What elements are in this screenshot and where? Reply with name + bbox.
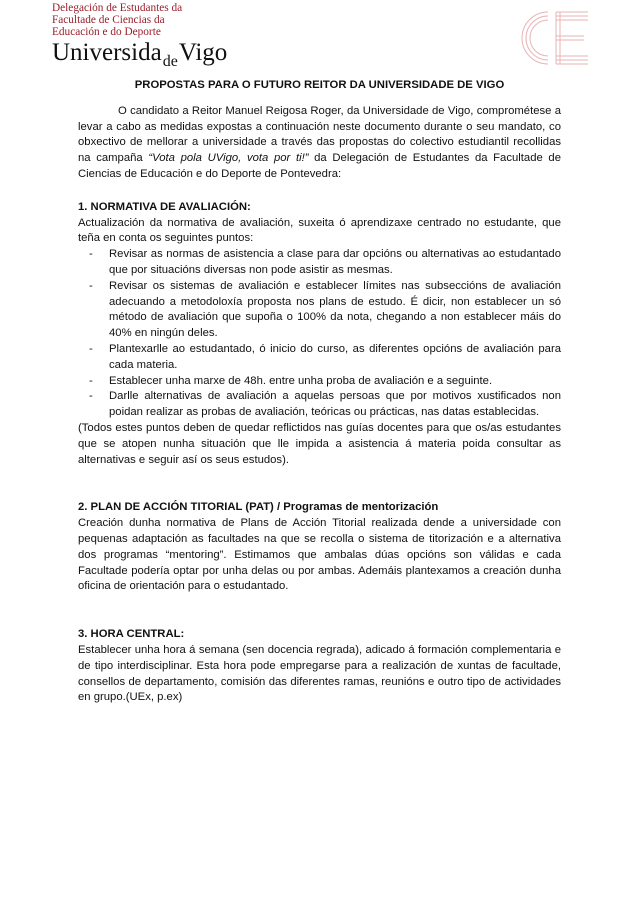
delegation-name <box>52 2 182 39</box>
intro-text-1: O candidato a Reitor Manuel Reigosa Roger, da Universidade de Vigo, comprométese a levar a cabo as medidas expostas a continuación neste documento durante o seu mandato, co obxectivo de mellorar a universidade a través das propostas do colectivo estudiantil recollidas na campaña <box>78 104 561 165</box>
list-item: - Revisar os sistemas de avaliación e establecer límites nas subseccións de avaliación adecuando a metodoloxía proposta nos plans de estudo. É dicir, non establecer un só método de avaliación que supoña o 100% da nota, chegando a non establecer máis do 40% en ningún deles. <box>78 279 561 342</box>
faculty-emblem-icon <box>512 2 592 74</box>
intro-paragraph <box>78 104 561 183</box>
section-1-heading: 1. NORMATIVA DE AVALIACIÓN: <box>78 200 251 213</box>
list-item: - Plantexarlle ao estudantado, ó inicio do curso, as diferentes opcións de avaliación para cada materia. <box>78 342 561 374</box>
campaign-slogan: “Vota pola UVigo, vota por ti!” <box>148 152 309 165</box>
section-tutorial-plan <box>78 500 561 595</box>
logo-text-de: de <box>162 53 178 70</box>
intro-text-2: da Delegación de Estudantes da Facultade de Ciencias de Educación e do Deporte de Pontevedra: <box>78 152 561 180</box>
section-3-body: Establecer unha hora á semana (sen docencia regrada), adicado á formación complementaria e de tipo interdisciplinar. Esta hora pode empregarse para a realización de xuntas de facultade, consellos de departamento, comisión das diferentes ramas, reunións e outro tipo de actividades en grupo.(UEx, p.ex) <box>78 643 561 704</box>
org-line-1: Delegación de Estudantes da <box>52 2 183 14</box>
section-central-hour <box>78 627 561 706</box>
section-2-body: Creación dunha normativa de Plans de Acción Titorial realizada dende a universidade con pequenas adaptación as facultades na que se recolla o sistema de titorización e a alternativa dos programas “mentoring”. Estimamos que ambalas dúas opcións son válidas e cada Facultade podería optar por unha delas ou por ambas. Ademáis plantexamos a creación dunha oficina de orientación para o estudantado. <box>78 517 561 593</box>
document-title: PROPOSTAS PARA O FUTURO REITOR DA UNIVERSIDADE DE VIGO <box>134 79 505 91</box>
page-header <box>52 2 592 74</box>
section-1-list <box>78 247 561 421</box>
list-item: - Darlle alternativas de avaliación a aquelas persoas que por motivos xustificados non poidan realizar as probas de avaliación, teóricas ou prácticas, nas datas establecidas. <box>78 389 561 421</box>
section-2-heading: 2. PLAN DE ACCIÓN TITORIAL (PAT) / Programas de mentorización <box>78 501 439 514</box>
section-1-note: (Todos estes puntos deben de quedar reflictidos nas guías docentes para que os/as estudantes que se atopen nunha situación que lle impida a asistencia á materia poida consultar as alternativas e seguir así os seus estudos). <box>78 421 561 466</box>
university-logo <box>52 39 227 70</box>
section-3-heading: 3. HORA CENTRAL: <box>78 628 185 641</box>
logo-text-universida: Universida <box>52 39 162 66</box>
logo-text-vigo: Vigo <box>178 39 228 66</box>
document-body <box>78 78 561 706</box>
section-1-lead: Actualización da normativa de avaliación, suxeita ó aprendizaxe centrado no estudante, que teña en conta os seguintes puntos: <box>78 216 561 245</box>
list-item: - Establecer unha marxe de 48h. entre unha proba de avaliación e a seguinte. <box>78 374 561 390</box>
list-item: - Revisar as normas de asistencia a clase para dar opcións ou alternativas ao estudantado que por situacións diversas non pode asistir as mesmas. <box>78 247 561 279</box>
org-line-2: Facultade de Ciencias da <box>52 14 165 27</box>
section-evaluation <box>78 200 561 469</box>
org-line-3: Educación e do Deporte <box>52 26 161 39</box>
